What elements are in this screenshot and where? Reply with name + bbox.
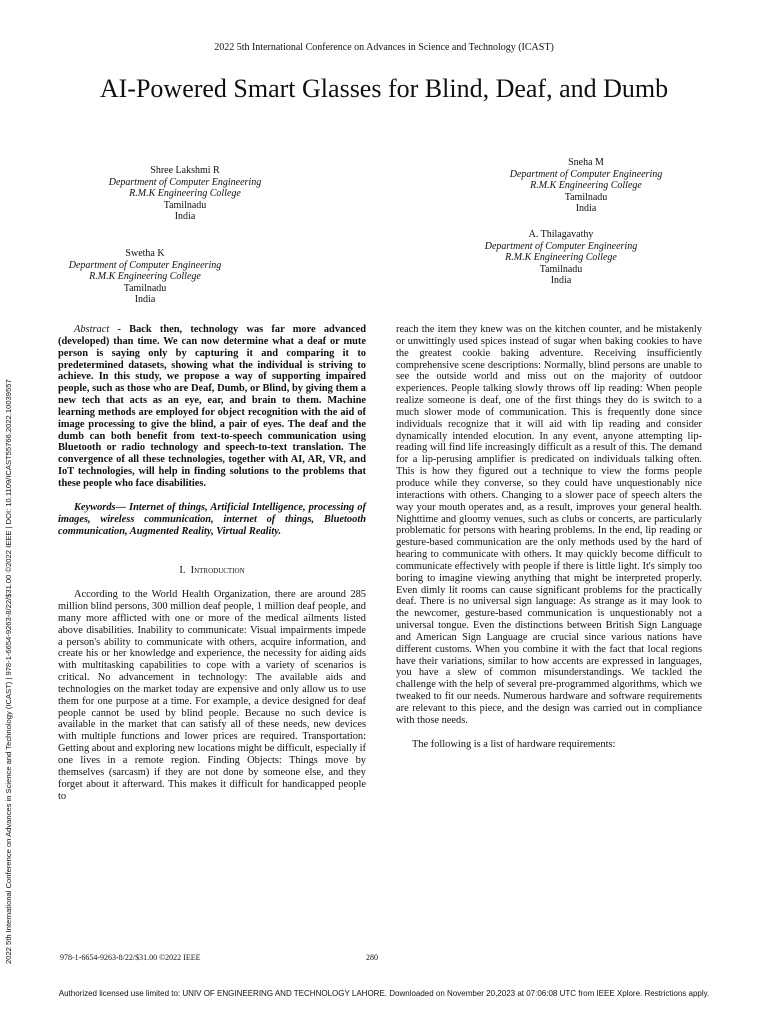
author-block [480,157,692,215]
author-name: Sneha M [568,157,604,168]
author-department: Department of Computer Engineering [68,259,222,271]
footer-isbn: 978-1-6654-9263-8/22/$31.00 ©2022 IEEE [60,953,201,962]
keywords: Keywords— Internet of things, Artificial Intelligence, processing of images, wireless communication, internet of things, Bluetooth communication, Augmented Reality, Virtual Reality. [58,501,366,537]
page-number: 280 [366,953,378,962]
author-college: R.M.K Engineering College [129,188,241,199]
hardware-intro: The following is a list of hardware requirements: [412,738,616,750]
author-country: India [575,203,597,214]
author-name: Swetha K [125,248,165,259]
section-title: Introduction [190,565,245,577]
author-department: Department of Computer Engineering [509,168,663,180]
author-block [455,229,667,287]
author-block [40,248,250,306]
author-country: India [550,275,572,286]
author-name: Shree Lakshmi R [150,165,220,176]
body-paragraph: reach the item they knew was on the kitchen counter, and he mistakenly or unwittingly used spices instead of sugar when baking cookies to have the greatest cookie baking adventure. Receiving insufficiently comprehensive scene descriptions: Normally, blind persons are unable to see the outside world and miss out on the majority of outdoor experiences. People talking slowly throws off lip reading: When people realize someone is deaf, one of the first things they do is switch to a much slower mode of communication. This is frequently done since individuals recognize that it will aid with lip reading and consider dynamically intended elocution. In any event, anyone attempting lip-reading will find life increasingly difficult as a result of this. The demand for a lip-perusing amplifier is predicated on individuals talking often. This is how they figured out a technique to view the forms people produce while they converse, so they could have unquestionably nice interactions with others. Changing to a slower pace of speech alters the way your mouth operates and, as a result, improves your general health. Nighttime and gloomy venues, such as clubs or concerts, are particularly problematic for persons with hearing problems. In the end, lip reading or gesture-based communication are the only methods used by the hard of hearing to communicate with others. It may quickly become difficult to communicate effectively with people if there is little light. It's simply too boring to imagine viewing anything that might be interpreted properly. Even dimly lit rooms can cause significant problems for the practically deaf. There is no universal sign language: As strange as it may look to the newcomer, gesture-based communication is unquestionably not a universal tongue. Even the distinctions between British Sign Language and American Sign Language are crucial since various nations have different customs. When you combine it with the fact that local regions have their variations, similar to how accents are expressed in languages, you have a slew of common misunderstandings. We tackled the challenge with the help of several pre-programmed algorithms, which we tweaked to fit our needs. Numerous hardware and software requirements are relevant to this piece, and the design was carried out in compliance with those needs. [396,324,702,726]
author-name: A. Thilagavathy [528,229,594,240]
author-block [80,165,290,223]
right-column [396,324,702,751]
license-notice: Authorized licensed use limited to: UNIV OF ENGINEERING AND TECHNOLOGY LAHORE. Downloaded on November 20,2023 at 07:06:08 UTC from IEEE Xplore. Restrictions apply. [58,989,710,998]
abstract-label: Abstract [74,324,110,335]
author-state: Tamilnadu [163,199,207,211]
section-heading [58,565,366,577]
author-country: India [174,211,196,222]
author-state: Tamilnadu [539,263,583,275]
conference-header: 2022 5th International Conference on Advances in Science and Technology (ICAST) [214,42,554,53]
abstract [58,324,366,490]
abstract-text: - Back then, technology was far more advanced (developed) than time. We can now determine what a deaf or mute person is saying only by capturing it and comparing it to predetermined datasets, showing what the individual is striving to achieve. In this study, we propose a way of supporting impaired people, such as those who are Deaf, Dumb, or Blind, by giving them a new tech that acts as an eye, ear, and brain to them. Machine learning methods are employed for object recognition with the aid of image processing to give the blind, a pair of eyes. The deaf and the dumb can both benefit from text-to-speech communication using Bluetooth or radio technology and speech-to-text translation. The convergence of all these technologies, together with AI, AR, VR, and IoT technologies, will help in finding solutions to the problems that these people who face disabilities. [58,324,366,489]
left-column [58,324,366,802]
author-college: R.M.K Engineering College [505,252,617,263]
author-college: R.M.K Engineering College [530,180,642,191]
section-number: I. [179,565,186,577]
author-college: R.M.K Engineering College [89,271,201,282]
doi-sidebar: 2022 5th International Conference on Advances in Science and Technology (ICAST) | 978-1-6654-9263-8/22/$31.00 ©2022 IEEE | DOI: 10.1109/ICAST55766.2022.10039557 [4,379,13,964]
author-country: India [134,294,156,305]
paper-title: AI-Powered Smart Glasses for Blind, Deaf, and Dumb [99,74,669,103]
author-department: Department of Computer Engineering [484,240,638,252]
author-state: Tamilnadu [564,191,608,203]
author-state: Tamilnadu [123,282,167,294]
author-department: Department of Computer Engineering [108,176,262,188]
intro-paragraph: According to the World Health Organization, there are around 285 million blind persons, 300 million deaf people, 1 million deaf people, and many more afflicted with one or more of the medical ailments listed above disabilities. Inability to communicate: Visual impairments impede a person's ability to communicate with others, acquire information, and create his or her knowledge and experience, the necessity for aiding aids with multitasking capabilities to cope with a variety of scenarios is critical. No advancement in technology: The available aids and technologies on the market today are expensive and only allow us to use them for one purpose at a time. For example, a device designed for deaf people cannot be used by blind people. Because no such device is available in the market that can satisfy all of these needs, new devices with multiple functions and lower prices are required. Transportation: Getting about and exploring new locations might be difficult, especially if one lives in a remote region. Finding Objects: Things move by themselves (sarcasm) if they are not done by someone else, and they forget about it afterward. This makes it difficult for handicapped people to [58,589,366,802]
